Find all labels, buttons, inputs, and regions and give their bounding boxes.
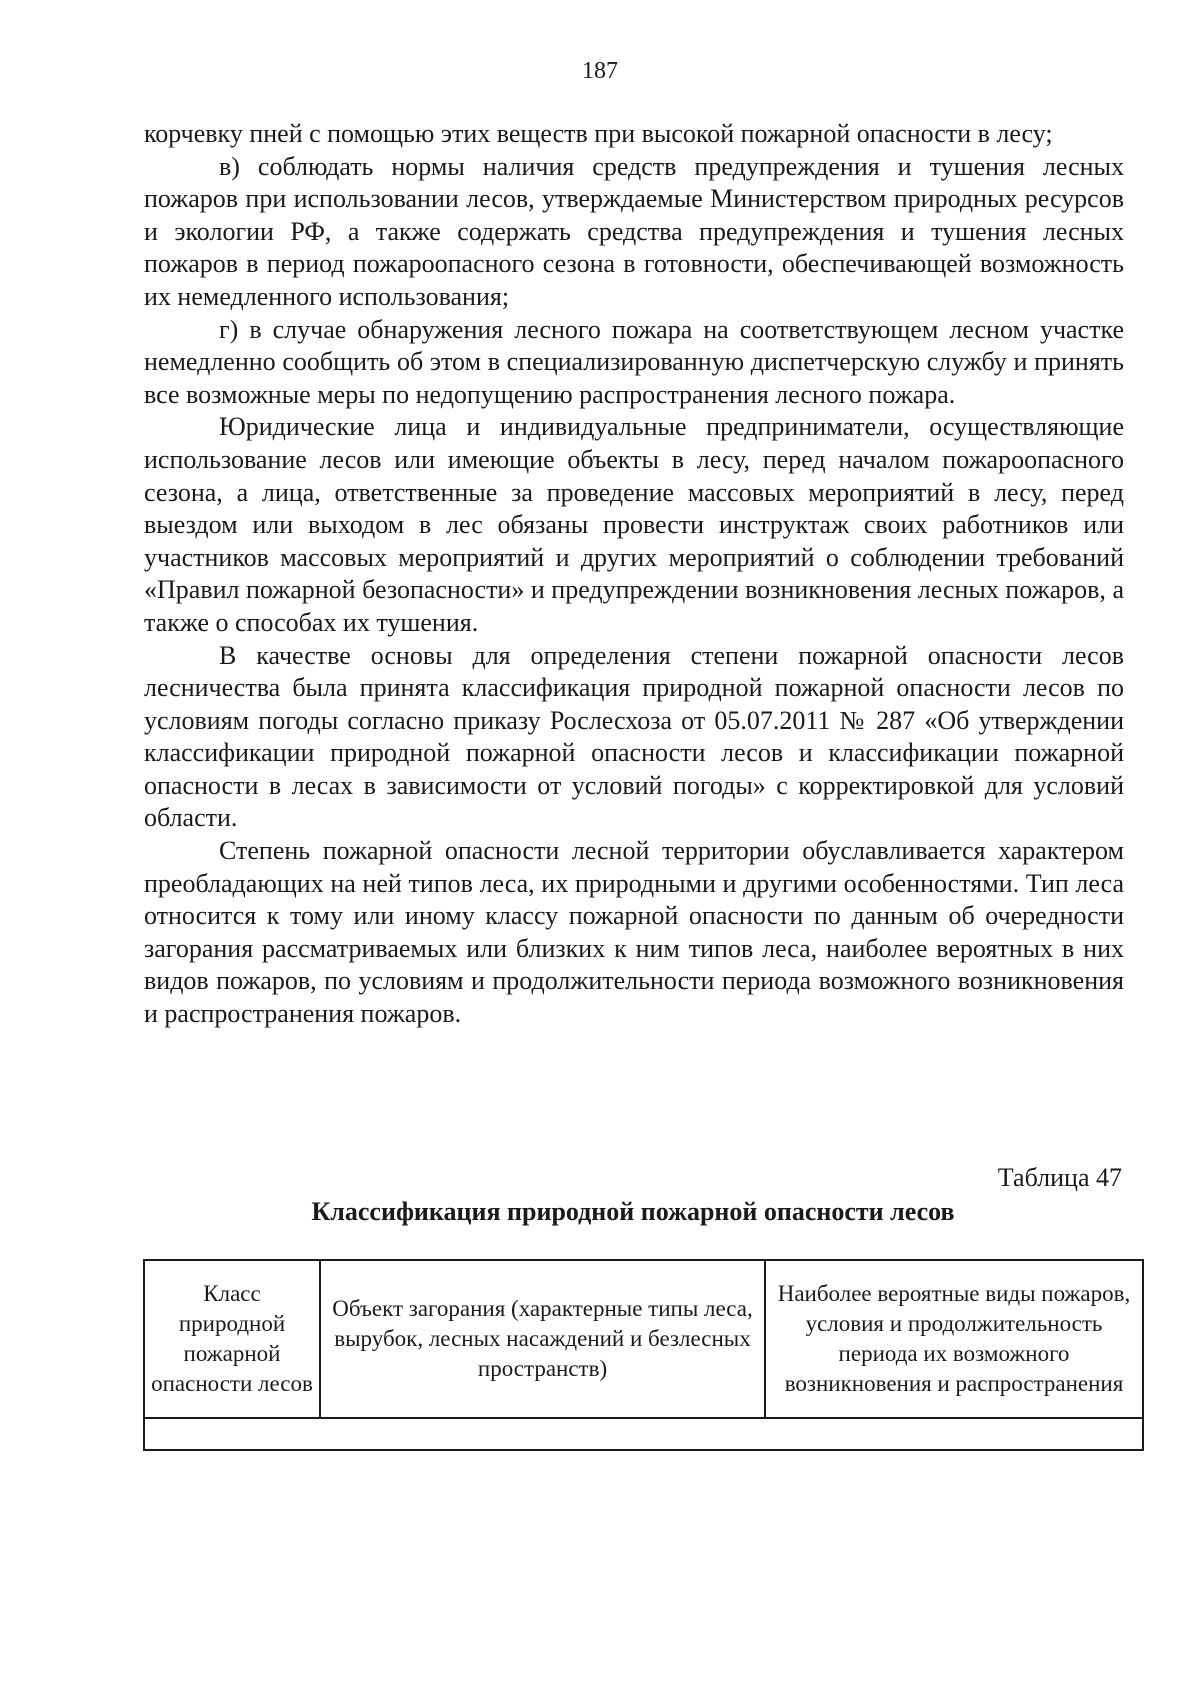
paragraph: в) соблюдать нормы наличия средств предупреждения и тушения лесных пожаров при использовании лесов, утверждаемые Министерством природных ресурсов и экологии РФ, а также содержать средства предупреждения и тушения лесных пожаров в период пожароопасного сезона в готовности, обеспечивающей возможность их немедленного использования; xyxy=(144,151,1124,311)
table-header-row xyxy=(144,1260,1143,1418)
header-cell-class: Класс природной пожарной опасности лесов xyxy=(144,1260,320,1418)
paragraph: Юридические лица и индивидуальные предприниматели, осуществляющие использование лесов или имеющие объекты в лесу, перед началом пожароопасного сезона, а лица, ответственные за проведение массовых мероприятий в лесу, перед выездом или выходом в лес обязаны провести инструктаж своих работников или участников массовых мероприятий и других мероприятий о соблюдении требований «Правил пожарной безопасности» и предупреждении возникновения лесных пожаров, а также о способах их тушения. xyxy=(144,412,1124,637)
page-number: 187 xyxy=(582,58,618,84)
table-title: Классификация природной пожарной опасности лесов xyxy=(311,1197,955,1226)
paragraph: г) в случае обнаружения лесного пожара на соответствующем лесном участке немедленно сообщить об этом в специализированную диспетчерскую службу и принять все возможные меры по недопущению распространения лесного пожара. xyxy=(144,314,1124,409)
header-cell-object: Объект загорания (характерные типы леса, вырубок, лесных насаждений и безлесных пространств) xyxy=(320,1260,765,1418)
empty-cell xyxy=(144,1418,1143,1450)
body-text xyxy=(144,118,1124,1031)
header-cell-fire-types: Наиболее вероятные виды пожаров, условия и продолжительность периода их возможного возникновения и распространения xyxy=(765,1260,1143,1418)
table-label: Таблица 47 xyxy=(997,1163,1122,1192)
paragraph: Степень пожарной опасности лесной территории обуславливается характером преобладающих на ней типов леса, их природными и другими особенностями. Тип леса относится к тому или иному классу пожарной опасности по данным об очередности загорания рассматриваемых или близких к ним типов леса, наиболее вероятных в них видов пожаров, по условиям и продолжительности периода возможного возникновения и распространения пожаров. xyxy=(144,836,1124,1029)
table-row xyxy=(144,1418,1143,1450)
classification-table xyxy=(143,1259,1144,1451)
paragraph: корчевку пней с помощью этих веществ при высокой пожарной опасности в лесу; xyxy=(144,119,1053,148)
paragraph: В качестве основы для определения степени пожарной опасности лесов лесничества была принята классификация природной пожарной опасности лесов по условиям погоды согласно приказу Рослесхоза от 05.07.2011 № 287 «Об утверждении классификации природной пожарной опасности лесов и классификации пожарной опасности в лесах в зависимости от условий погоды» с корректировкой для условий области. xyxy=(144,640,1124,833)
